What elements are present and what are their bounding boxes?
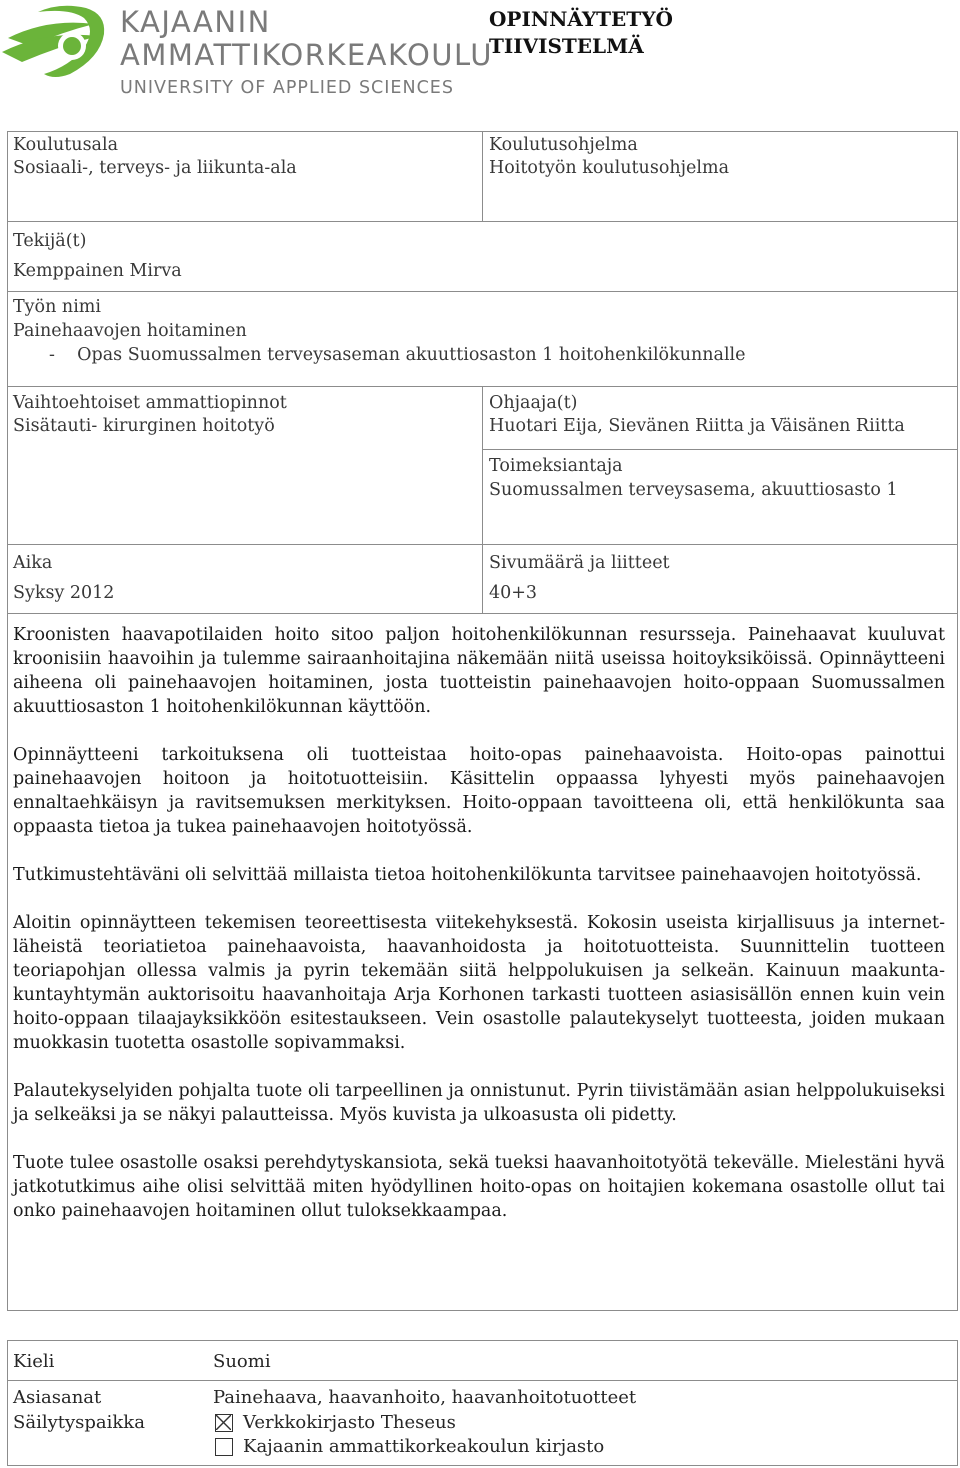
field-label: Ohjaaja(t) [489, 393, 578, 413]
theseus-checkbox[interactable] [215, 1414, 233, 1432]
field-label: Sivumäärä ja liitteet [489, 553, 670, 573]
sailytyspaikka-label: Säilytyspaikka [13, 1412, 145, 1433]
document-title-line-2: TIIVISTELMÄ [489, 34, 644, 58]
field-value: Sisätauti- kirurginen hoitotyö [13, 416, 275, 436]
document-title-line-1: OPINNÄYTETYÖ [489, 7, 673, 31]
kajaani-library-option-label: Kajaanin ammattikorkeakoulun kirjasto [243, 1436, 605, 1457]
abstract-paragraph: Tutkimustehtäväni oli selvittää millaista tietoa hoitohenkilökunta tarvitsee painehaavojen hoitotyössä. [13, 865, 922, 885]
field-aika [13, 548, 114, 608]
logo-line-2: AMMATTIKORKEAKOULU [120, 38, 493, 72]
theseus-option-label: Verkkokirjasto Theseus [243, 1412, 456, 1433]
field-label: Toimeksiantaja [489, 456, 623, 476]
field-value: Huotari Eija, Sievänen Riitta ja Väisänen Riitta [489, 416, 905, 436]
field-tyon-nimi [13, 295, 746, 367]
field-toimeksiantaja [489, 454, 898, 502]
field-ohjaaja [489, 392, 905, 438]
field-tekija [13, 226, 182, 286]
row-divider [7, 1380, 958, 1381]
field-value: Painehaavojen hoitaminen [13, 321, 247, 341]
field-label: Vaihtoehtoiset ammattiopinnot [13, 393, 287, 413]
column-divider [482, 386, 483, 613]
field-vaihtoehtoiset [13, 392, 287, 438]
abstract-paragraph: Tuote tulee osastolle osaksi perehdytyskansiota, sekä tueksi haavanhoitotyötä tekevälle. Mielestäni hyvä jatkotutkimus aihe olisi selvittää miten hyödyllinen hoito-opas on hoitajien kokemana osastolle ollut tai onko painehaavojen hoitaminen ollut tuloksekkaampaa. [13, 1153, 945, 1221]
logo-line-3: UNIVERSITY OF APPLIED SCIENCES [120, 78, 454, 98]
row-divider [7, 291, 958, 292]
kajaani-library-checkbox[interactable] [215, 1438, 233, 1456]
field-label: Aika [13, 553, 53, 573]
field-subtitle: - Opas Suomussalmen terveysaseman akuuttiosaston 1 hoitohenkilökunnalle [49, 345, 746, 365]
column-divider [482, 131, 483, 221]
field-koulutusohjelma [489, 134, 729, 180]
field-label: Koulutusala [13, 135, 119, 155]
abstract-paragraph: Palautekyselyiden pohjalta tuote oli tarpeellinen ja onnistunut. Pyrin tiivistämään asian helppolukuiseksi ja selkeäksi ja se näkyi palautteissa. Myös kuvista ja ulkoasusta oli pidetty. [13, 1081, 945, 1125]
logo-line-1: KAJAANIN [120, 5, 271, 39]
abstract-paragraph: Opinnäytteeni tarkoituksena oli tuotteistaa hoito-opas painehaavoista. Hoito-opas painottui painehaavojen hoitoon ja hoitotuotteisiin. Käsittelin oppaassa lyhyesti myös painehaavojen ennaltaehkäisyn ja ravitsemuksen merkityksen. Hoito-oppaan tavoitteena oli, että henkilökunta saa oppaasta tietoa ja tukea painehaavojen hoitotyössä. [13, 745, 945, 837]
abstract-paragraph: Aloitin opinnäytteen tekemisen teoreettisesta viitekehyksestä. Kokosin useista kirjallisuus ja internet- läheistä teoriatietoa painehaavoista, haavanhoidosta ja hoitotuotteista. Suunnittelin tuotteen teoriapohjan ollessa valmis ja pyrin tekemään siitä helppolukuisen ja selkeän. Kainuun maakunta- kuntayhtymän auktorisoitu haavanhoitaja Arja Korhonen tarkasti tuotteen asiasisällön ennen kuin vein hoito-oppaan tilaajayksikköön esitestaukseen. Vein osastolle palautekyselyt tuotteesta, joiden mukaan muokkasin tuotetta osastolle sopivammaksi. [13, 913, 945, 1053]
field-sivumaara [489, 548, 670, 608]
field-value: Syksy 2012 [13, 583, 115, 603]
kieli-label: Kieli [13, 1351, 55, 1372]
asiasanat-label: Asiasanat [13, 1387, 102, 1408]
field-label: Tekijä(t) [13, 231, 87, 251]
document-title [489, 6, 673, 60]
check-x-icon [216, 1415, 231, 1430]
field-value: Suomussalmen terveysasema, akuuttiosasto 1 [489, 480, 898, 500]
logo-wordmark [120, 5, 493, 98]
field-koulutusala [13, 134, 297, 180]
field-value: Hoitotyön koulutusohjelma [489, 158, 730, 178]
field-value: Sosiaali-, terveys- ja liikunta-ala [13, 158, 297, 178]
field-label: Koulutusohjelma [489, 135, 638, 155]
abstract-text [13, 623, 945, 1247]
abstract-paragraph: Kroonisten haavapotilaiden hoito sitoo paljon hoitohenkilökunnan resursseja. Painehaavat kuuluvat kroonisiin haavoihin ja tulemme sairaanhoitajina näkemään niitä useissa hoitoyksiköissä. Opinnäytteeni aiheena oli painehaavojen hoitaminen, josta tuotteistin painehaavojen hoito-oppaan Suomussalmen akuuttiosaston 1 hoitohenkilökunnan käyttöön. [13, 625, 945, 717]
row-divider [7, 613, 958, 614]
asiasanat-value: Painehaava, haavanhoito, haavanhoitotuotteet [213, 1387, 637, 1408]
field-value: 40+3 [489, 583, 538, 603]
kieli-value: Suomi [213, 1351, 271, 1372]
logo-mark-icon [0, 0, 112, 82]
row-divider [482, 449, 958, 450]
field-label: Työn nimi [13, 297, 101, 317]
field-value: Kemppainen Mirva [13, 261, 182, 281]
row-divider [7, 221, 958, 222]
